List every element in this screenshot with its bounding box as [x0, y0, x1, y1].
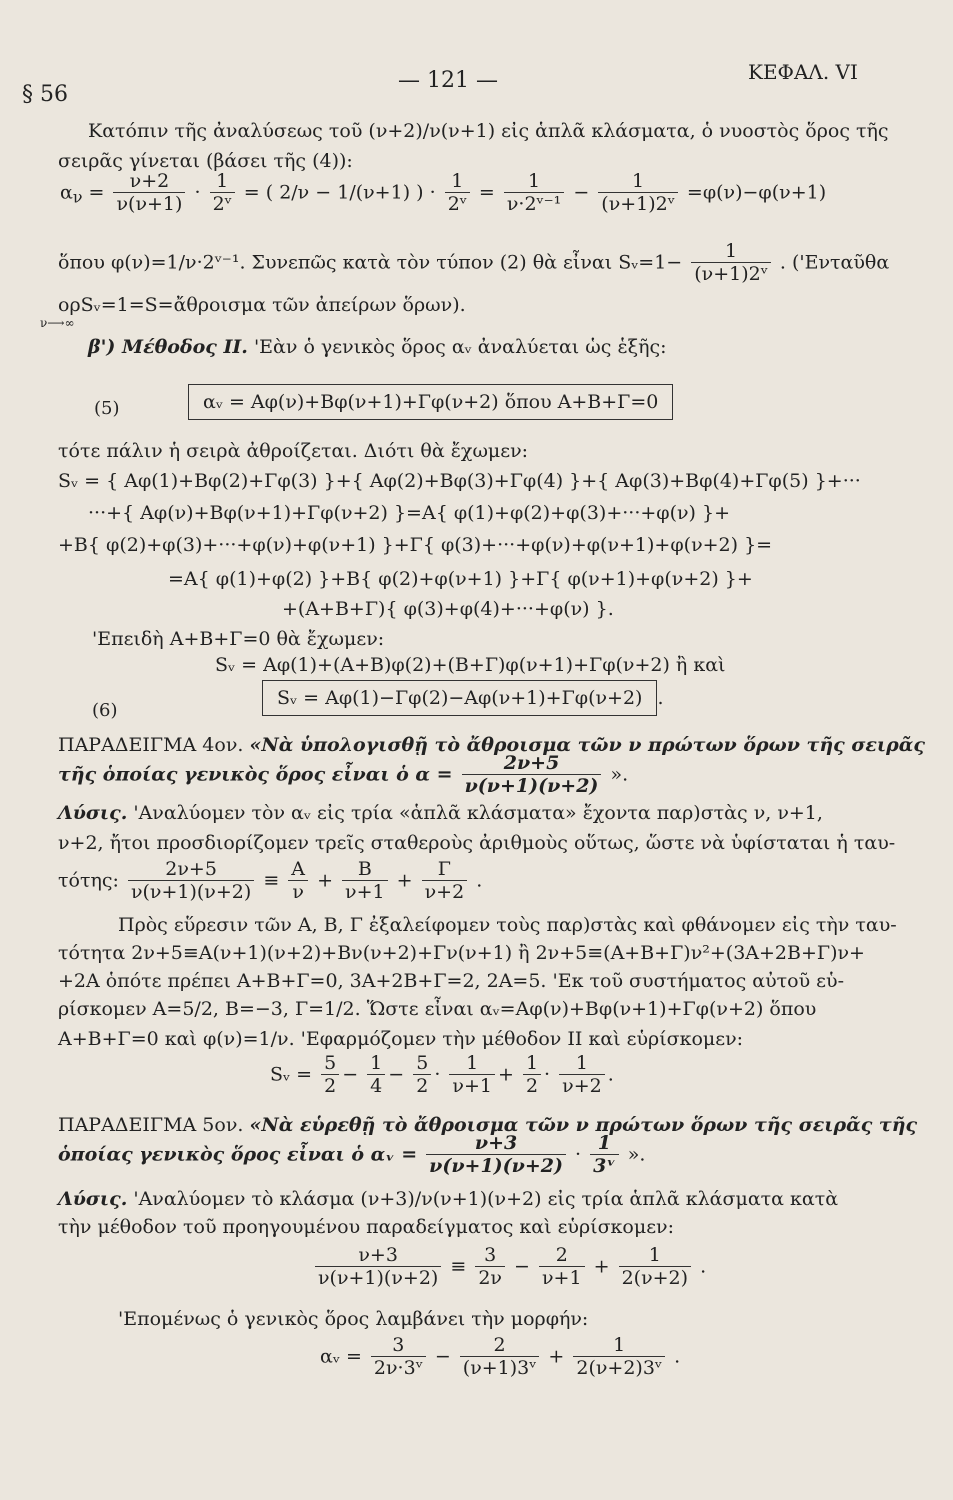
- solution-line: ν+2, ἤτοι προσδιορίζομεν τρεῖς σταθεροὺς ἀριθμοὺς οὕτως, ὥστε νὰ ὑφίσταται ἡ ταυ-: [58, 832, 896, 854]
- text-line: 'Επειδὴ Α+Β+Γ=0 θὰ ἔχωμεν:: [92, 628, 385, 650]
- formula-general-term: $\alpha_\nu$ = $\frac{\nu+2}{\nu(\nu+1)}$ · $\frac{1}{\text{2ᵛ}}$ = ( 2/ν − 1/(ν+1) ) · $\frac{1}{\text{2ᵛ}}$ = $\frac{1}{\text{ν·2ᵛ⁻¹}}$ − $\frac{1}{\text{(ν+1)2ᵛ}}$ =φ(ν)−φ(ν+1): [60, 170, 827, 215]
- solution-line: +2Α ὁπότε πρέπει Α+Β+Γ=0, 3Α+2Β+Γ=2, 2Α=5. 'Εκ τοῦ συστήματος αὐτοῦ εὑ-: [58, 970, 844, 992]
- solution-line: Λύσις. 'Αναλύομεν τὸν αᵥ εἰς τρία «ἁπλᾶ κλάσματα» ἔχοντα παρ)στὰς ν, ν+1,: [58, 802, 823, 824]
- general-term-formula: αᵥ = $\frac{3}{\text{2ν·3ᵛ}}$ − $\frac{2}{\text{(ν+1)3ᵛ}}$ + $\frac{1}{\text{2(ν+2)3ᵛ}}$ .: [320, 1334, 681, 1379]
- limit-subscript: ν⟶∞: [40, 316, 75, 330]
- fraction: $\frac{\nu+2}{\nu(\nu+1)}$: [113, 170, 185, 215]
- equation-number: (5): [94, 398, 120, 419]
- sum-line: Sᵥ = { Αφ(1)+Βφ(2)+Γφ(3) }+{ Αφ(2)+Βφ(3)+Γφ(4) }+{ Αφ(3)+Βφ(4)+Γφ(5) }+···: [58, 470, 861, 492]
- example-5-question: ὁποίας γενικὸς ὅρος εἶναι ὁ αᵥ = $\frac{\nu+3}{\nu(\nu+1)(\nu+2)}$ · $\frac{1}{\text{3ᵛ}}$ ».: [58, 1132, 646, 1177]
- formula-text: α: [60, 181, 73, 204]
- sum-result-formula: Sᵥ = $\frac{5}{2}$ − $\frac{1}{4}$ − $\frac{5}{2}$ · $\frac{1}{\nu+1}$ + $\frac{1}{2}$ · $\frac{1}{\nu+2}$ .: [270, 1052, 614, 1097]
- example-4-title: ΠΑΡΑΔΕΙΓΜΑ 4ον. «Νὰ ὑπολογισθῇ τὸ ἄθροισμα τῶν ν πρώτων ὅρων τῆς σειρᾶς: [58, 734, 925, 756]
- sum-line: +(Α+Β+Γ){ φ(3)+φ(4)+···+φ(ν) }.: [282, 598, 614, 620]
- sum-line: Sᵥ = Αφ(1)+(Α+Β)φ(2)+(Β+Γ)φ(ν+1)+Γφ(ν+2) ἢ καὶ: [215, 654, 726, 676]
- boxed-equation: αᵥ = Αφ(ν)+Βφ(ν+1)+Γφ(ν+2) ὅπου Α+Β+Γ=0: [188, 384, 748, 420]
- formula-text: ν: [72, 187, 83, 207]
- solution-line: ρίσκομεν Α=5/2, Β=−3, Γ=1/2. Ὥστε εἶναι αᵥ=Αφ(ν)+Βφ(ν+1)+Γφ(ν+2) ὅπου: [58, 998, 817, 1020]
- example-4-question: τῆς ὁποίας γενικὸς ὅρος εἶναι ὁ α = $\frac{2\nu+5}{\nu(\nu+1)(\nu+2)}$ ».: [58, 752, 629, 797]
- sum-line: ···+{ Αφ(ν)+Βφ(ν+1)+Γφ(ν+2) }=Α{ φ(1)+φ(2)+φ(3)+···+φ(ν) }+: [88, 502, 731, 524]
- fraction: $\frac{1}{\text{(ν+1)2ᵛ}}$: [598, 170, 678, 215]
- solution-line: 'Επομένως ὁ γενικὸς ὅρος λαμβάνει τὴν μορφήν:: [118, 1308, 589, 1330]
- sum-line: +Β{ φ(2)+φ(3)+···+φ(ν)+φ(ν+1) }+Γ{ φ(3)+···+φ(ν)+φ(ν+1)+φ(ν+2) }=: [58, 534, 773, 556]
- text-line: σειρᾶς γίνεται (βάσει τῆς (4)):: [58, 150, 353, 172]
- solution-line: Α+Β+Γ=0 καὶ φ(ν)=1/ν. 'Εφαρμόζομεν τὴν μέθοδον ΙΙ καὶ εὑρίσκομεν:: [58, 1028, 744, 1050]
- fraction: $\frac{1}{\text{2ᵛ}}$: [445, 170, 470, 215]
- boxed-equation: Sᵥ = Αφ(1)−Γφ(2)−Αφ(ν+1)+Γφ(ν+2) .: [262, 680, 682, 716]
- text-line: Κατόπιν τῆς ἀναλύσεως τοῦ (ν+2)/ν(ν+1) εἰς ἁπλᾶ κλάσματα, ὁ νυοστὸς ὅρος τῆς: [88, 120, 889, 142]
- text-line: ορSᵥ=1=S=ἄθροισμα τῶν ἀπείρων ὅρων).: [58, 294, 466, 316]
- sum-line: =Α{ φ(1)+φ(2) }+Β{ φ(2)+φ(ν+1) }+Γ{ φ(ν+1)+φ(ν+2) }+: [168, 568, 753, 590]
- formula-text: =φ(ν)−φ(ν+1): [686, 181, 827, 204]
- partial-fraction-formula: $\frac{\nu+3}{\nu(\nu+1)(\nu+2)}$ ≡ $\frac{3}{2\nu}$ − $\frac{2}{\nu+1}$ + $\frac{1}{2(\nu+2)}$ .: [312, 1244, 706, 1289]
- formula-text: = ( 2/ν − 1/(ν+1) ) ·: [243, 181, 436, 204]
- identity-formula: τότης: $\frac{2\nu+5}{\nu(\nu+1)(\nu+2)}$ ≡ $\frac{A}{\nu}$ + $\frac{B}{\nu+1}$ + $\frac{\Gamma}{\nu+2}$ .: [58, 858, 483, 903]
- text-line: ὅπου φ(ν)=1/ν·2ᵛ⁻¹. Συνεπῶς κατὰ τὸν τύπον (2) θὰ εἶναι Sᵥ=1− $\frac{1}{\text{(ν+1)2ᵛ}}$ . ('Ενταῦθα: [58, 240, 890, 285]
- method-heading: β') Μέθοδος ΙΙ. 'Εὰν ὁ γενικὸς ὅρος αᵥ ἀναλύεται ὡς ἑξῆς:: [88, 336, 667, 358]
- text-line: τότε πάλιν ἡ σειρὰ ἀθροίζεται. Διότι θὰ ἔχωμεν:: [58, 440, 529, 462]
- solution-line: Λύσις. 'Αναλύομεν τὸ κλάσμα (ν+3)/ν(ν+1)(ν+2) εἰς τρία ἁπλᾶ κλάσματα κατὰ: [58, 1188, 839, 1210]
- solution-line: τότητα 2ν+5≡Α(ν+1)(ν+2)+Βν(ν+2)+Γν(ν+1) ἢ 2ν+5≡(Α+Β+Γ)ν²+(3Α+2Β+Γ)ν+: [58, 942, 865, 964]
- fraction: $\frac{1}{\text{2ᵛ}}$: [210, 170, 235, 215]
- chapter-label: ΚΕΦΑΛ. VI: [748, 60, 858, 84]
- example-5-title: ΠΑΡΑΔΕΙΓΜΑ 5ον. «Νὰ εὑρεθῇ τὸ ἄθροισμα τῶν ν πρώτων ὅρων τῆς σειρᾶς τῆς: [58, 1114, 918, 1136]
- fraction: $\frac{1}{\text{ν·2ᵛ⁻¹}}$: [504, 170, 564, 215]
- page-number: — 121 —: [398, 68, 498, 93]
- solution-line: τὴν μέθοδον τοῦ προηγουμένου παραδείγματος καὶ εὑρίσκομεν:: [58, 1216, 675, 1238]
- section-number: § 56: [22, 82, 68, 107]
- equation-number: (6): [92, 700, 118, 721]
- solution-line: Πρὸς εὕρεσιν τῶν Α, Β, Γ ἐξαλείφομεν τοὺς παρ)στὰς καὶ φθάνομεν εἰς τὴν ταυ-: [118, 914, 897, 936]
